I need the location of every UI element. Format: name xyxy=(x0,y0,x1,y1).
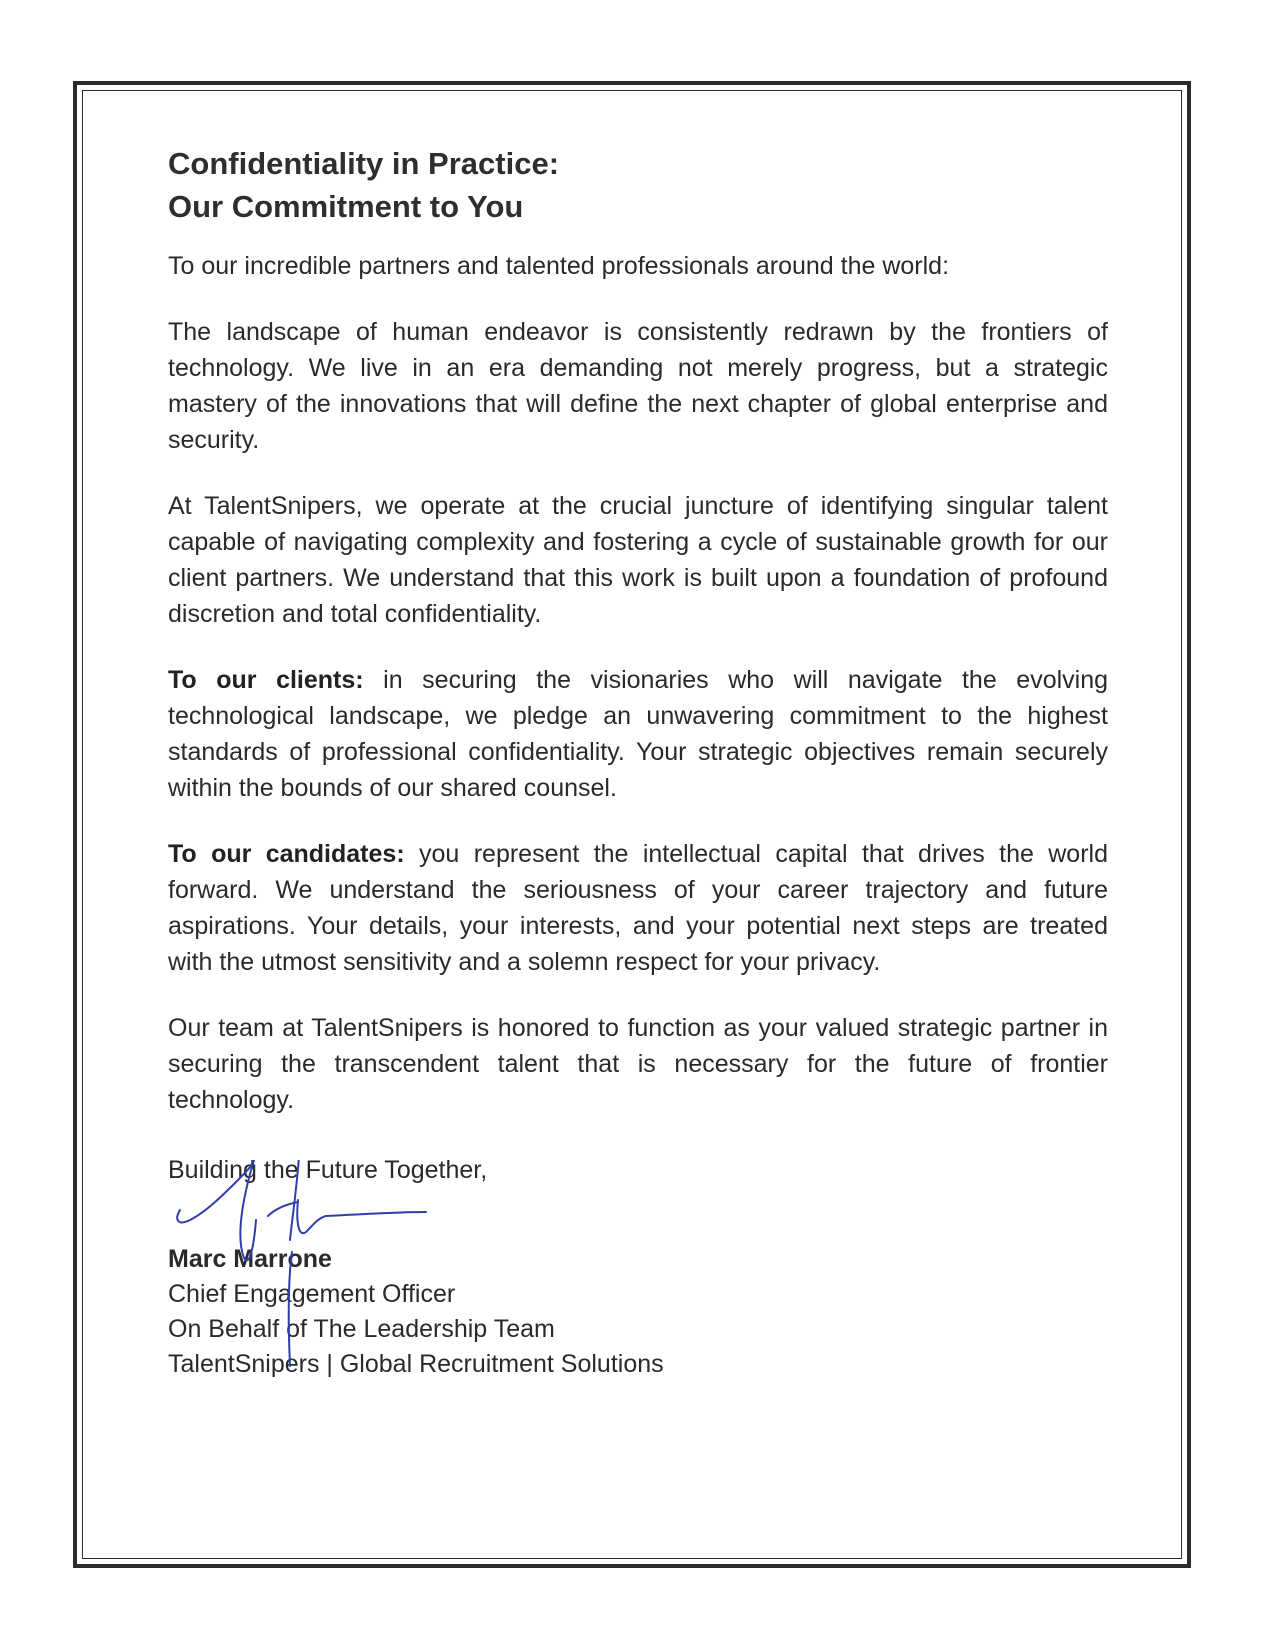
greeting: To our incredible partners and talented professionals around the world: xyxy=(168,252,950,280)
signer-behalf: On Behalf of The Leadership Team xyxy=(168,1315,555,1343)
signer-role: Chief Engagement Officer xyxy=(168,1280,456,1308)
signature-block xyxy=(168,1242,1108,1382)
paragraph-landscape: The landscape of human endeavor is consistently redrawn by the frontiers of technology. We live in an era demanding not merely progress, but a strategic mastery of the innovations that will define the next chapter of global enterprise and security. xyxy=(168,318,1108,454)
paragraph-about: At TalentSnipers, we operate at the crucial juncture of identifying singular talent capable of navigating complexity and fostering a cycle of sustainable growth for our client partners. We understand that this work is built upon a foundation of profound discretion and total confidentiality. xyxy=(168,492,1108,628)
letter-title xyxy=(168,142,1108,228)
clients-text: in securing the visionaries who will navigate the evolving technological landscape, we pledge an unwavering commitment to the highest standards of professional confidentiality. Your strategic objectives remain securely within the bounds of our shared counsel. xyxy=(168,666,1109,802)
paragraph-team: Our team at TalentSnipers is honored to function as your valued strategic partner in securing the transcendent talent that is necessary for the future of frontier technology. xyxy=(168,1014,1108,1114)
title-line-2: Our Commitment to You xyxy=(168,189,524,224)
candidates-label: To our candidates: xyxy=(168,840,405,868)
paragraph-clients xyxy=(168,662,1108,806)
title-line-1: Confidentiality in Practice: xyxy=(168,146,560,181)
letter-body xyxy=(168,142,1108,1382)
closing-line: Building the Future Together, xyxy=(168,1156,488,1184)
paragraph-candidates xyxy=(168,836,1108,980)
clients-label: To our clients: xyxy=(168,666,364,694)
signer-company: TalentSnipers | Global Recruitment Solutions xyxy=(168,1350,664,1378)
signer-name: Marc Marrone xyxy=(168,1245,332,1273)
candidates-text: you represent the intellectual capital that drives the world forward. We understand the seriousness of your career trajectory and future aspirations. Your details, your interests, and your potential next steps are treated with the utmost sensitivity and a solemn respect for your privacy. xyxy=(168,840,1108,976)
